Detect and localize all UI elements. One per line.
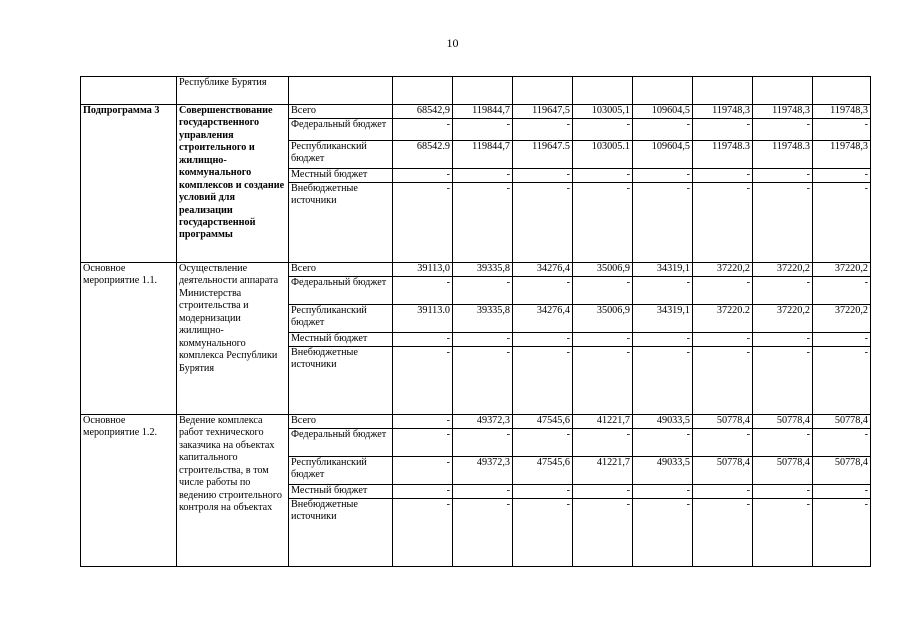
- value-cell: -: [813, 429, 871, 457]
- value-cell: -: [813, 119, 871, 141]
- value-cell: -: [753, 499, 813, 567]
- funding-source-cell: Местный бюджет: [289, 485, 393, 499]
- value-cell: -: [813, 347, 871, 415]
- value-cell: 119748,3: [813, 141, 871, 169]
- value-cell: 119748.3: [693, 141, 753, 169]
- value-cell: -: [753, 183, 813, 263]
- value-cell: 37220,2: [813, 305, 871, 333]
- value-cell: -: [513, 499, 573, 567]
- program-title-cell: Совершенствование государственного управления строительного и жилищно-коммунального комплексов и создание условий для реализации государственной программы: [177, 105, 289, 263]
- value-cell: -: [393, 415, 453, 429]
- funding-source-cell: Всего: [289, 415, 393, 429]
- value-cell: 49372,3: [453, 415, 513, 429]
- value-cell: -: [753, 333, 813, 347]
- value-cell: -: [573, 277, 633, 305]
- value-cell: -: [693, 277, 753, 305]
- value-cell: -: [513, 277, 573, 305]
- value-cell: -: [813, 169, 871, 183]
- value-cell: 50778,4: [753, 457, 813, 485]
- value-cell: -: [693, 347, 753, 415]
- continuation-title-cell: Республике Бурятия: [177, 77, 289, 105]
- value-cell: -: [513, 183, 573, 263]
- page-number: 10: [446, 36, 459, 50]
- value-cell: -: [633, 169, 693, 183]
- program-title-cell: Ведение комплекса работ технического заказчика на объектах капитального строительства, в том числе работы по ведению строительного контроля на объектах: [177, 415, 289, 567]
- value-cell: 103005.1: [573, 141, 633, 169]
- value-cell: 49372,3: [453, 457, 513, 485]
- value-cell: -: [573, 485, 633, 499]
- value-cell: 35006,9: [573, 305, 633, 333]
- value-cell: -: [813, 333, 871, 347]
- funding-source-cell: Республиканский бюджет: [289, 305, 393, 333]
- value-cell: 119647.5: [513, 141, 573, 169]
- program-name-cell: Основное мероприятие 1.2.: [81, 415, 177, 567]
- funding-source-cell: Всего: [289, 105, 393, 119]
- value-cell: -: [693, 183, 753, 263]
- value-cell: -: [573, 183, 633, 263]
- value-cell: -: [573, 169, 633, 183]
- value-cell: 103005,1: [573, 105, 633, 119]
- value-cell: -: [393, 119, 453, 141]
- value-cell: -: [753, 277, 813, 305]
- value-cell: -: [393, 485, 453, 499]
- value-cell: -: [573, 119, 633, 141]
- value-cell: -: [633, 183, 693, 263]
- value-cell: -: [753, 169, 813, 183]
- value-cell: -: [393, 333, 453, 347]
- value-cell: -: [573, 499, 633, 567]
- value-cell: 47545,6: [513, 457, 573, 485]
- value-cell: -: [393, 183, 453, 263]
- value-cell: 34319,1: [633, 305, 693, 333]
- value-cell: 39335,8: [453, 305, 513, 333]
- value-cell: 109604,5: [633, 141, 693, 169]
- value-cell: 37220,2: [753, 305, 813, 333]
- value-cell: 39113.0: [393, 305, 453, 333]
- funding-source-cell: Внебюджетные источники: [289, 183, 393, 263]
- value-cell: -: [393, 499, 453, 567]
- value-cell: -: [693, 119, 753, 141]
- value-cell: -: [693, 499, 753, 567]
- value-cell: -: [813, 499, 871, 567]
- value-cell: 49033,5: [633, 457, 693, 485]
- value-cell: -: [393, 429, 453, 457]
- value-cell: -: [753, 347, 813, 415]
- value-cell: 119748.3: [753, 141, 813, 169]
- value-cell: -: [453, 333, 513, 347]
- value-cell: -: [753, 119, 813, 141]
- funding-source-cell: Местный бюджет: [289, 333, 393, 347]
- program-title-cell: Осуществление деятельности аппарата Министерства строительства и модернизации жилищно-коммунального комплекса Республики Бурятия: [177, 263, 289, 415]
- value-cell: 37220,2: [813, 263, 871, 277]
- value-cell: 49033,5: [633, 415, 693, 429]
- value-cell: -: [693, 429, 753, 457]
- funding-source-cell: Федеральный бюджет: [289, 429, 393, 457]
- value-cell: -: [813, 183, 871, 263]
- value-cell: -: [513, 347, 573, 415]
- continuation-row: [81, 77, 871, 105]
- value-cell: -: [393, 347, 453, 415]
- value-cell: 37220,2: [693, 263, 753, 277]
- value-cell: 119748,3: [753, 105, 813, 119]
- value-cell: 34276,4: [513, 263, 573, 277]
- program-name-cell: Подпрограмма 3: [81, 105, 177, 263]
- value-cell: -: [693, 169, 753, 183]
- budget-table-body: [81, 77, 871, 567]
- value-cell: -: [633, 485, 693, 499]
- value-cell: -: [753, 485, 813, 499]
- value-cell: -: [453, 499, 513, 567]
- value-cell: 119748,3: [813, 105, 871, 119]
- value-cell: 50778,4: [813, 415, 871, 429]
- funding-source-cell: Внебюджетные источники: [289, 347, 393, 415]
- value-cell: -: [513, 119, 573, 141]
- value-cell: -: [573, 347, 633, 415]
- value-cell: 119844,7: [453, 141, 513, 169]
- value-cell: 34276,4: [513, 305, 573, 333]
- value-cell: 34319,1: [633, 263, 693, 277]
- value-cell: -: [633, 347, 693, 415]
- value-cell: -: [453, 119, 513, 141]
- value-cell: -: [753, 429, 813, 457]
- funding-source-cell: Федеральный бюджет: [289, 277, 393, 305]
- value-cell: 50778,4: [693, 415, 753, 429]
- value-cell: 119647,5: [513, 105, 573, 119]
- budget-table: [80, 76, 871, 567]
- value-cell: -: [693, 485, 753, 499]
- value-cell: -: [633, 429, 693, 457]
- value-cell: -: [633, 333, 693, 347]
- value-cell: -: [513, 169, 573, 183]
- value-cell: -: [393, 457, 453, 485]
- value-cell: -: [573, 429, 633, 457]
- value-cell: -: [453, 277, 513, 305]
- value-cell: -: [393, 277, 453, 305]
- value-cell: 68542,9: [393, 105, 453, 119]
- value-cell: 39335,8: [453, 263, 513, 277]
- value-cell: -: [453, 485, 513, 499]
- value-cell: -: [453, 169, 513, 183]
- value-cell: -: [453, 429, 513, 457]
- value-cell: -: [633, 499, 693, 567]
- funding-source-cell: Местный бюджет: [289, 169, 393, 183]
- value-cell: -: [813, 485, 871, 499]
- value-cell: 41221,7: [573, 415, 633, 429]
- value-cell: 119748,3: [693, 105, 753, 119]
- value-cell: 41221,7: [573, 457, 633, 485]
- value-cell: 50778,4: [693, 457, 753, 485]
- value-cell: 37220,2: [753, 263, 813, 277]
- funding-source-cell: Всего: [289, 263, 393, 277]
- program-name-cell: Основное мероприятие 1.1.: [81, 263, 177, 415]
- value-cell: 47545,6: [513, 415, 573, 429]
- value-cell: -: [693, 333, 753, 347]
- value-cell: 68542.9: [393, 141, 453, 169]
- table-row: [81, 415, 871, 429]
- funding-source-cell: Республиканский бюджет: [289, 457, 393, 485]
- value-cell: 109604,5: [633, 105, 693, 119]
- funding-source-cell: Внебюджетные источники: [289, 499, 393, 567]
- value-cell: -: [513, 333, 573, 347]
- value-cell: -: [453, 183, 513, 263]
- continuation-name-cell: [81, 77, 177, 105]
- funding-source-cell: Республиканский бюджет: [289, 141, 393, 169]
- value-cell: 50778,4: [813, 457, 871, 485]
- value-cell: 39113,0: [393, 263, 453, 277]
- value-cell: 119844,7: [453, 105, 513, 119]
- value-cell: -: [513, 429, 573, 457]
- table-row: [81, 263, 871, 277]
- value-cell: -: [513, 485, 573, 499]
- value-cell: 37220.2: [693, 305, 753, 333]
- value-cell: -: [813, 277, 871, 305]
- value-cell: -: [393, 169, 453, 183]
- value-cell: 50778,4: [753, 415, 813, 429]
- continuation-empty-cell: [289, 77, 393, 105]
- value-cell: -: [453, 347, 513, 415]
- table-row: [81, 105, 871, 119]
- value-cell: -: [633, 277, 693, 305]
- value-cell: 35006,9: [573, 263, 633, 277]
- value-cell: -: [573, 333, 633, 347]
- value-cell: -: [633, 119, 693, 141]
- funding-source-cell: Федеральный бюджет: [289, 119, 393, 141]
